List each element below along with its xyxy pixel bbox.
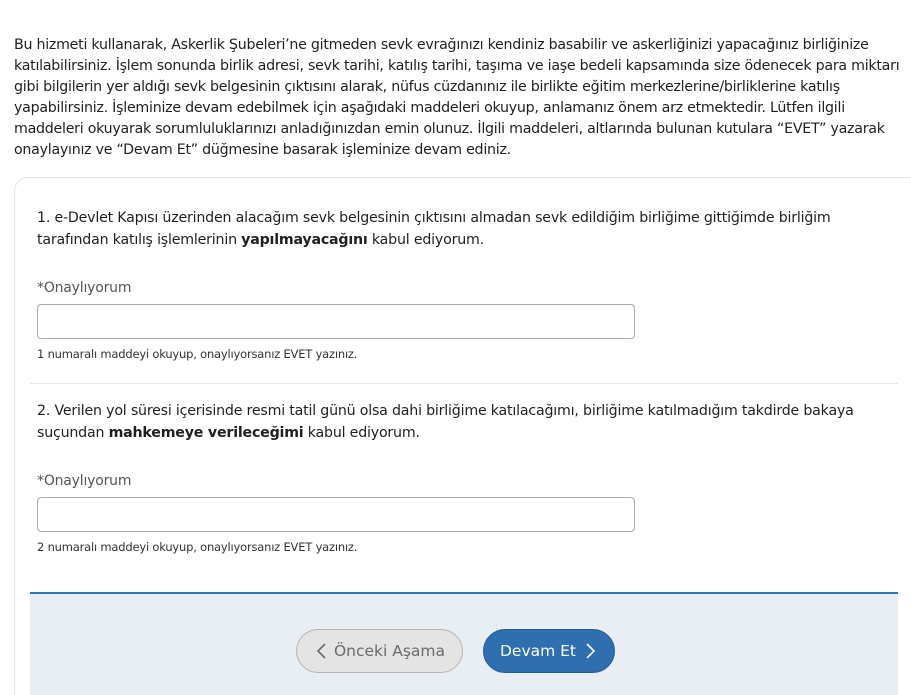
consent-item-2-text-end: kabul ediyorum.	[303, 425, 420, 441]
consent-item-2-input[interactable]	[37, 497, 635, 532]
continue-label: Devam Et	[499, 642, 577, 660]
consent-item-2-text	[37, 400, 887, 444]
consent-item-2	[37, 400, 887, 554]
consent-item-1-emphasis: yapılmayacağını	[241, 232, 368, 248]
consent-item-1-input[interactable]	[37, 304, 635, 339]
required-marker: *	[37, 473, 44, 489]
consent-item-2-label-text: Onaylıyorum	[43, 473, 132, 489]
consent-item-1-label	[37, 280, 131, 296]
chevron-right-icon	[582, 641, 598, 661]
previous-step-button[interactable]	[296, 629, 463, 673]
consent-item-1	[37, 207, 887, 361]
consent-item-2-emphasis: mahkemeye verileceğimi	[108, 425, 304, 441]
consent-item-1-text	[37, 207, 887, 251]
intro-text: Bu hizmeti kullanarak, Askerlik Şubeleri’ne gitmeden sevk evrağınızı kendiniz basabilir ve askerliğinizi yapacağınız birliğinize katılabilirsiniz. İşlem sonunda birlik adresi, sevk tarihi, katılış tarihi, taşıma ve iaşe bedeli kapsamında size ödenecek para miktarı gibi bilgilerin yer aldığı sevk belgesinin çıktısını alarak, nüfus cüzdanınız ile birlikte eğitim merkezlerine/birliklerine katılış yapabilirsiniz. İşleminize devam edebilmek için aşağıdaki maddeleri okuyup, anlamanız önem arz etmektedir. Lütfen ilgili maddeleri okuyarak sorumluluklarınızı anladığınızdan emin olunuz. İlgili maddeleri, altlarında bulunan kutulara “EVET” yazarak onaylayınız ve “Devam Et” düğmesine basarak işleminize devam ediniz.	[14, 37, 900, 158]
consent-item-1-text-end: kabul ediyorum.	[367, 232, 484, 248]
consent-item-2-text-start: 2. Verilen yol süresi içerisinde resmi tatil günü olsa dahi birliğime katılacağımı, birliğime katılmadığım takdirde bakaya suçundan	[37, 403, 854, 441]
consent-item-1-hint: 1 numaralı maddeyi okuyup, onaylıyorsanız EVET yazınız.	[37, 347, 358, 361]
action-bar	[30, 592, 898, 695]
previous-step-label: Önceki Aşama	[333, 642, 446, 660]
chevron-left-icon	[314, 641, 330, 661]
continue-button[interactable]	[483, 629, 615, 673]
consent-item-1-text-start: 1. e-Devlet Kapısı üzerinden alacağım sevk belgesinin çıktısını almadan sevk edildiğim birliğime gittiğimde birliğim tarafından katılış işlemlerinin	[37, 210, 831, 248]
consent-item-2-hint: 2 numaralı maddeyi okuyup, onaylıyorsanız EVET yazınız.	[37, 540, 358, 554]
required-marker: *	[37, 280, 44, 296]
item-divider	[30, 383, 898, 384]
consent-item-1-label-text: Onaylıyorum	[43, 280, 132, 296]
consent-item-2-label	[37, 473, 131, 489]
